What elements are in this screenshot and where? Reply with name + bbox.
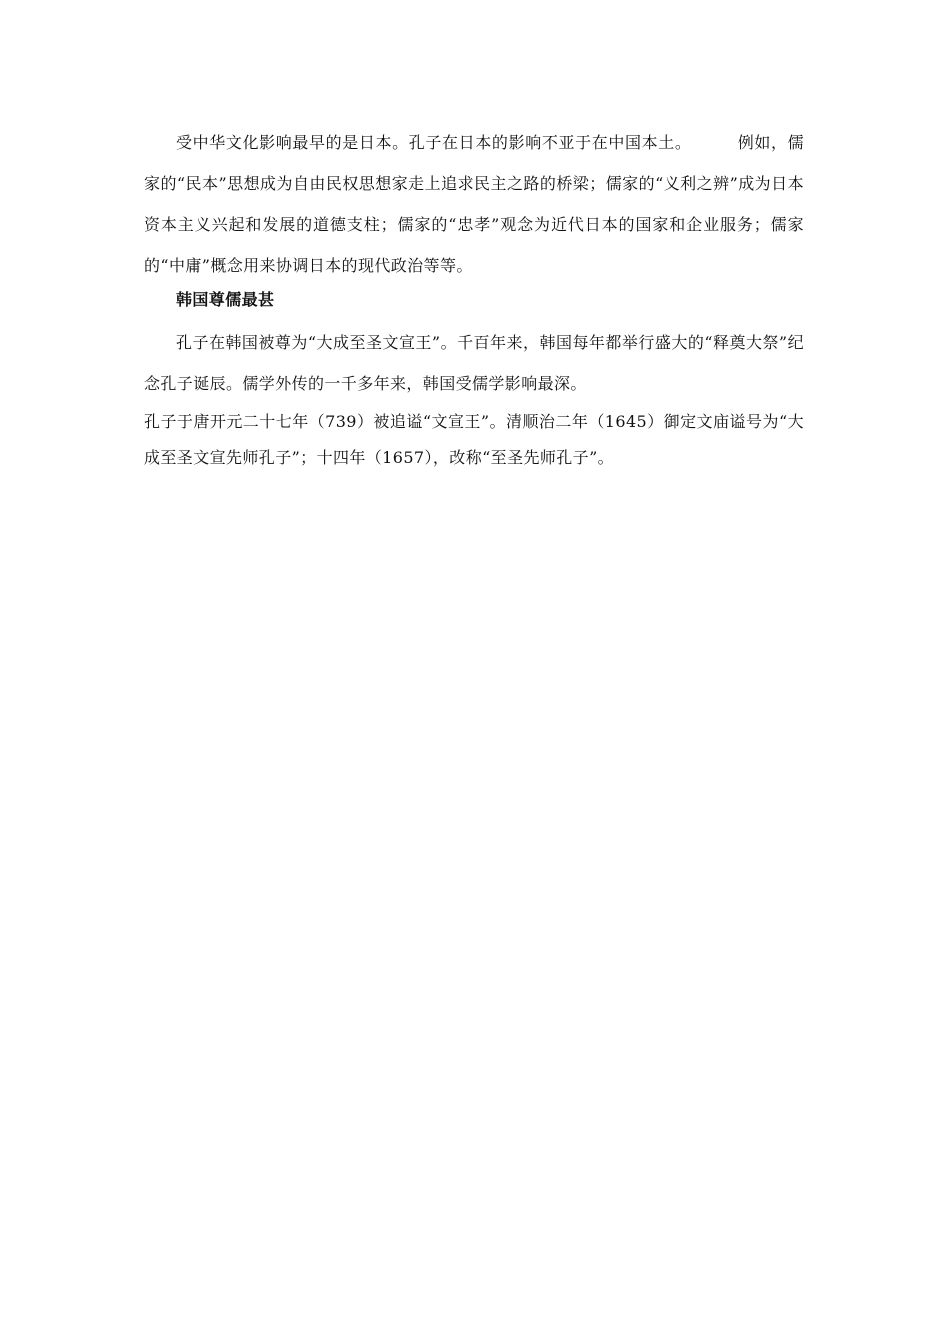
- paragraph-title-history: 孔子于唐开元二十七年（739）被追谥“文宣王”。清顺治二年（1645）御定文庙谥号为“大成至圣文宣先师孔子”；十四年（1657），改称“至圣先师孔子”。: [144, 412, 804, 467]
- paragraph-japan-intro: 受中华文化影响最早的是日本。孔子在日本的影响不亚于在中国本土。: [176, 133, 692, 152]
- document-body: [144, 122, 804, 476]
- paragraph-japan: [144, 122, 804, 286]
- paragraph-korea: 孔子在韩国被尊为“大成至圣文宣王”。千百年来，韩国每年都举行盛大的“释奠大祭”纪念孔子诞辰。儒学外传的一千多年来，韩国受儒学影响最深。: [144, 333, 804, 393]
- section-heading: 韩国尊儒最甚: [176, 290, 275, 309]
- paragraph-japan-examples: 例如，儒家的“民本”思想成为自由民权思想家走上追求民主之路的桥梁；儒家的“义利之辨”成为日本资本主义兴起和发展的道德支柱；儒家的“忠孝”观念为近代日本的国家和企业服务；儒家的“中庸”概念用来协调日本的现代政治等等。: [144, 133, 804, 275]
